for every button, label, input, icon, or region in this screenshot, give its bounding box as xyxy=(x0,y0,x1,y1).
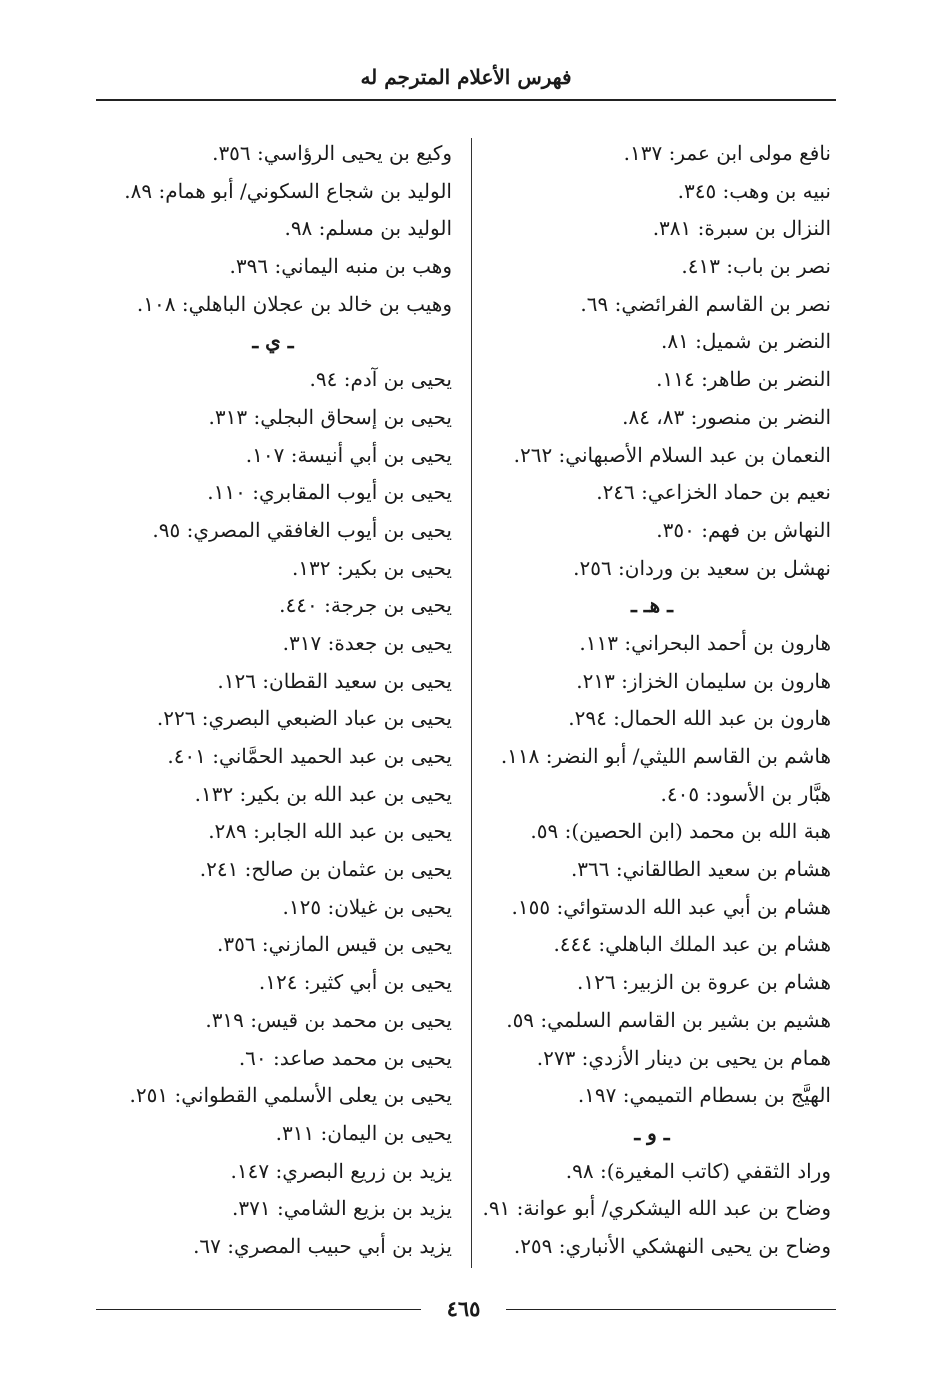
index-entry: يحيى بن عباد الضبعي البصري: ٢٢٦. xyxy=(156,706,452,731)
index-entry: هشام بن عبد الملك الباهلي: ٤٤٤. xyxy=(553,932,831,957)
index-entry: يحيى بن محمد بن قيس: ٣١٩. xyxy=(205,1007,452,1032)
index-entry: نصر بن باب: ٤١٣. xyxy=(681,254,831,279)
index-entry: هاشم بن القاسم الليثي/ أبو النضر: ١١٨. xyxy=(500,744,831,768)
index-entry: يحيى بن قيس المازني: ٣٥٦. xyxy=(216,932,452,957)
section-heading-ya: ـ ي ـ xyxy=(252,329,294,354)
index-entry: نبيه بن وهب: ٣٤٥. xyxy=(677,178,831,203)
index-entry: يحيى بن محمد صاعد: ٦٠. xyxy=(238,1045,452,1070)
header-rule xyxy=(96,99,836,101)
page-number: ٤٦٥ xyxy=(446,1296,481,1321)
page-header-title: فهرس الأعلام المترجم له xyxy=(360,65,572,89)
index-entry: يزيد بن أبي حبيب المصري: ٦٧. xyxy=(193,1233,452,1258)
index-entry: النضر بن طاهر: ١١٤. xyxy=(656,367,831,392)
section-heading-waw: ـ و ـ xyxy=(634,1120,670,1145)
index-entry: هشام بن عروة بن الزبير: ١٢٦. xyxy=(577,970,831,995)
index-entry: هبة الله بن محمد (ابن الحصين): ٥٩. xyxy=(530,819,831,844)
page-footer xyxy=(96,1294,836,1324)
index-entry: هبَّار بن الأسود: ٤٠٥. xyxy=(660,781,831,806)
index-entry: يحيى بن أبي أنيسة: ١٠٧. xyxy=(245,442,452,467)
index-entry: يحيى بن جرجة: ٤٤٠. xyxy=(279,593,452,618)
index-entry: وهيب بن خالد بن عجلان الباهلي: ١٠٨. xyxy=(136,291,452,316)
index-entry: هارون بن أحمد البحراني: ١١٣. xyxy=(579,630,831,655)
right-column-index xyxy=(467,135,837,1285)
index-entry: النهاش بن فهم: ٣٥٠. xyxy=(656,517,831,542)
index-entry: يحيى بن اليمان: ٣١١. xyxy=(275,1120,452,1145)
index-entry: يحيى بن أيوب المقابري: ١١٠. xyxy=(207,480,452,505)
index-entry: يحيى بن بكير: ١٣٢. xyxy=(291,555,452,580)
index-entry: يزيد بن زريع البصري: ١٤٧. xyxy=(230,1158,452,1183)
index-entry: يحيى بن أبي كثير: ١٢٤. xyxy=(258,970,452,995)
index-entry: وضاح بن عبد الله اليشكري/ أبو عوانة: ٩١. xyxy=(482,1196,831,1221)
index-entry: نهشل بن سعيد بن وردان: ٢٥٦. xyxy=(573,555,831,580)
footer-rule-left xyxy=(96,1309,421,1310)
index-entry: وهب بن منبه اليماني: ٣٩٦. xyxy=(229,254,452,279)
footer-rule-right xyxy=(506,1309,836,1310)
index-entry: هشام بن أبي عبد الله الدستوائي: ١٥٥. xyxy=(511,894,831,919)
left-column-index xyxy=(88,135,458,1285)
index-entry: نصر بن القاسم الفرائضي: ٦٩. xyxy=(580,291,831,316)
index-entry: وكيع بن يحيى الرؤاسي: ٣٥٦. xyxy=(212,141,452,165)
index-entry: الوليد بن مسلم: ٩٨. xyxy=(284,216,452,241)
index-entry: وضاح بن يحيى النهشكي الأنباري: ٢٥٩. xyxy=(513,1233,831,1258)
index-entry: يزيد بن بزيع الشامي: ٣٧١. xyxy=(232,1196,452,1221)
index-entry: يحيى بن عبد الحميد الحمَّاني: ٤٠١. xyxy=(167,744,452,768)
index-entry: الهيَّج بن بسطام التميمي: ١٩٧. xyxy=(577,1083,831,1108)
index-entry: يحيى بن إسحاق البجلي: ٣١٣. xyxy=(208,404,452,429)
index-entry: الوليد بن شجاع السكوني/ أبو همام: ٨٩. xyxy=(124,178,452,203)
index-entry: النضر بن منصور: ٨٣، ٨٤. xyxy=(622,404,831,429)
index-entry: هارون بن سليمان الخزاز: ٢١٣. xyxy=(576,668,831,693)
index-entry: النضر بن شميل: ٨١. xyxy=(660,329,831,354)
index-entry: يحيى بن عبد الله الجابر: ٢٨٩. xyxy=(208,819,452,844)
index-entry: هشيم بن بشير بن القاسم السلمي: ٥٩. xyxy=(506,1007,831,1032)
index-entry: همام بن يحيى بن دينار الأزدي: ٢٧٣. xyxy=(536,1045,831,1070)
index-entry: يحيى بن يعلى الأسلمي القطواني: ٢٥١. xyxy=(129,1083,452,1108)
index-entry: يحيى بن آدم: ٩٤. xyxy=(309,367,452,392)
index-entry: يحيى بن أيوب الغافقي المصري: ٩٥. xyxy=(152,517,452,542)
index-entry: يحيى بن عثمان بن صالح: ٢٤١. xyxy=(199,857,452,882)
index-entry: يحيى بن سعيد القطان: ١٢٦. xyxy=(217,668,452,693)
index-entry: نافع مولى ابن عمر: ١٣٧. xyxy=(623,141,831,165)
index-entry: نعيم بن حماد الخزاعي: ٢٤٦. xyxy=(596,480,831,505)
index-entry: يحيى بن جعدة: ٣١٧. xyxy=(282,630,452,655)
index-entry: هارون بن عبد الله الحمال: ٢٩٤. xyxy=(568,706,831,731)
index-entry: هشام بن سعيد الطالقاني: ٣٦٦. xyxy=(570,857,831,882)
index-entry: وراد الثقفي (كاتب المغيرة): ٩٨. xyxy=(565,1158,831,1183)
index-entry: النعمان بن عبد السلام الأصبهاني: ٢٦٢. xyxy=(513,442,831,467)
index-entry: يحيى بن غيلان: ١٢٥. xyxy=(282,894,452,919)
index-entry: النزال بن سبرة: ٣٨١. xyxy=(652,216,831,241)
index-entry: يحيى بن عبد الله بن بكير: ١٣٢. xyxy=(194,781,452,806)
section-heading-ha: ـ هـ ـ xyxy=(630,593,674,618)
